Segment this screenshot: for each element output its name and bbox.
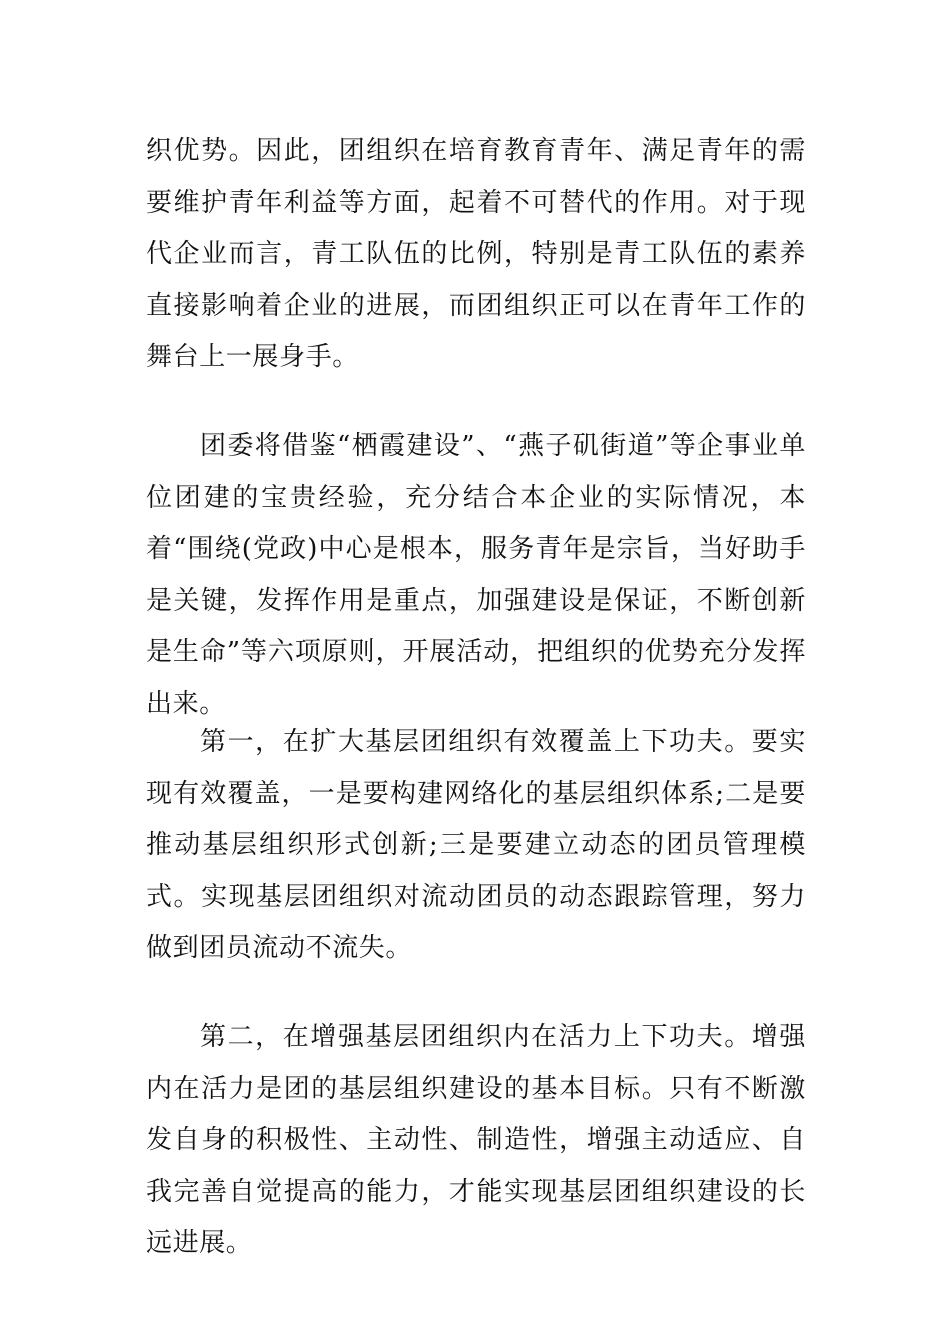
paragraph-first-point: 第一，在扩大基层团组织有效覆盖上下功夫。要实现有效覆盖，一是要构建网络化的基层组织体系;二是要推动基层组织形式创新;三是要建立动态的团员管理模式。实现基层团组织对流动团员的动态跟踪管理，努力做到团员流动不流失。 [146,727,806,963]
paragraph-second-point: 第二，在增强基层团组织内在活力上下功夫。增强内在活力是团的基层组织建设的基本目标。只有不断激发自身的积极性、主动性、制造性，增强主动适应、自我完善自觉提高的能力，才能实现基层团组织建设的长远进展。 [146,1022,806,1258]
paragraph-continuation: 织优势。因此，团组织在培育教育青年、满足青年的需要维护青年利益等方面，起着不可替代的作用。对于现代企业而言，青工队伍的比例，特别是青工队伍的素养直接影响着企业的进展，而团组织正可以在青年工作的舞台上一展身手。 [146,136,806,372]
paragraph-principles: 团委将借鉴“栖霞建设”、“燕子矶街道”等企事业单位团建的宝贵经验，充分结合本企业的实际情况，本着“围绕(党政)中心是根本，服务青年是宗旨，当好助手是关键，发挥作用是重点，加强建设是保证，不断创新是生命”等六项原则，开展活动，把组织的优势充分发挥出来。 [146,431,806,719]
